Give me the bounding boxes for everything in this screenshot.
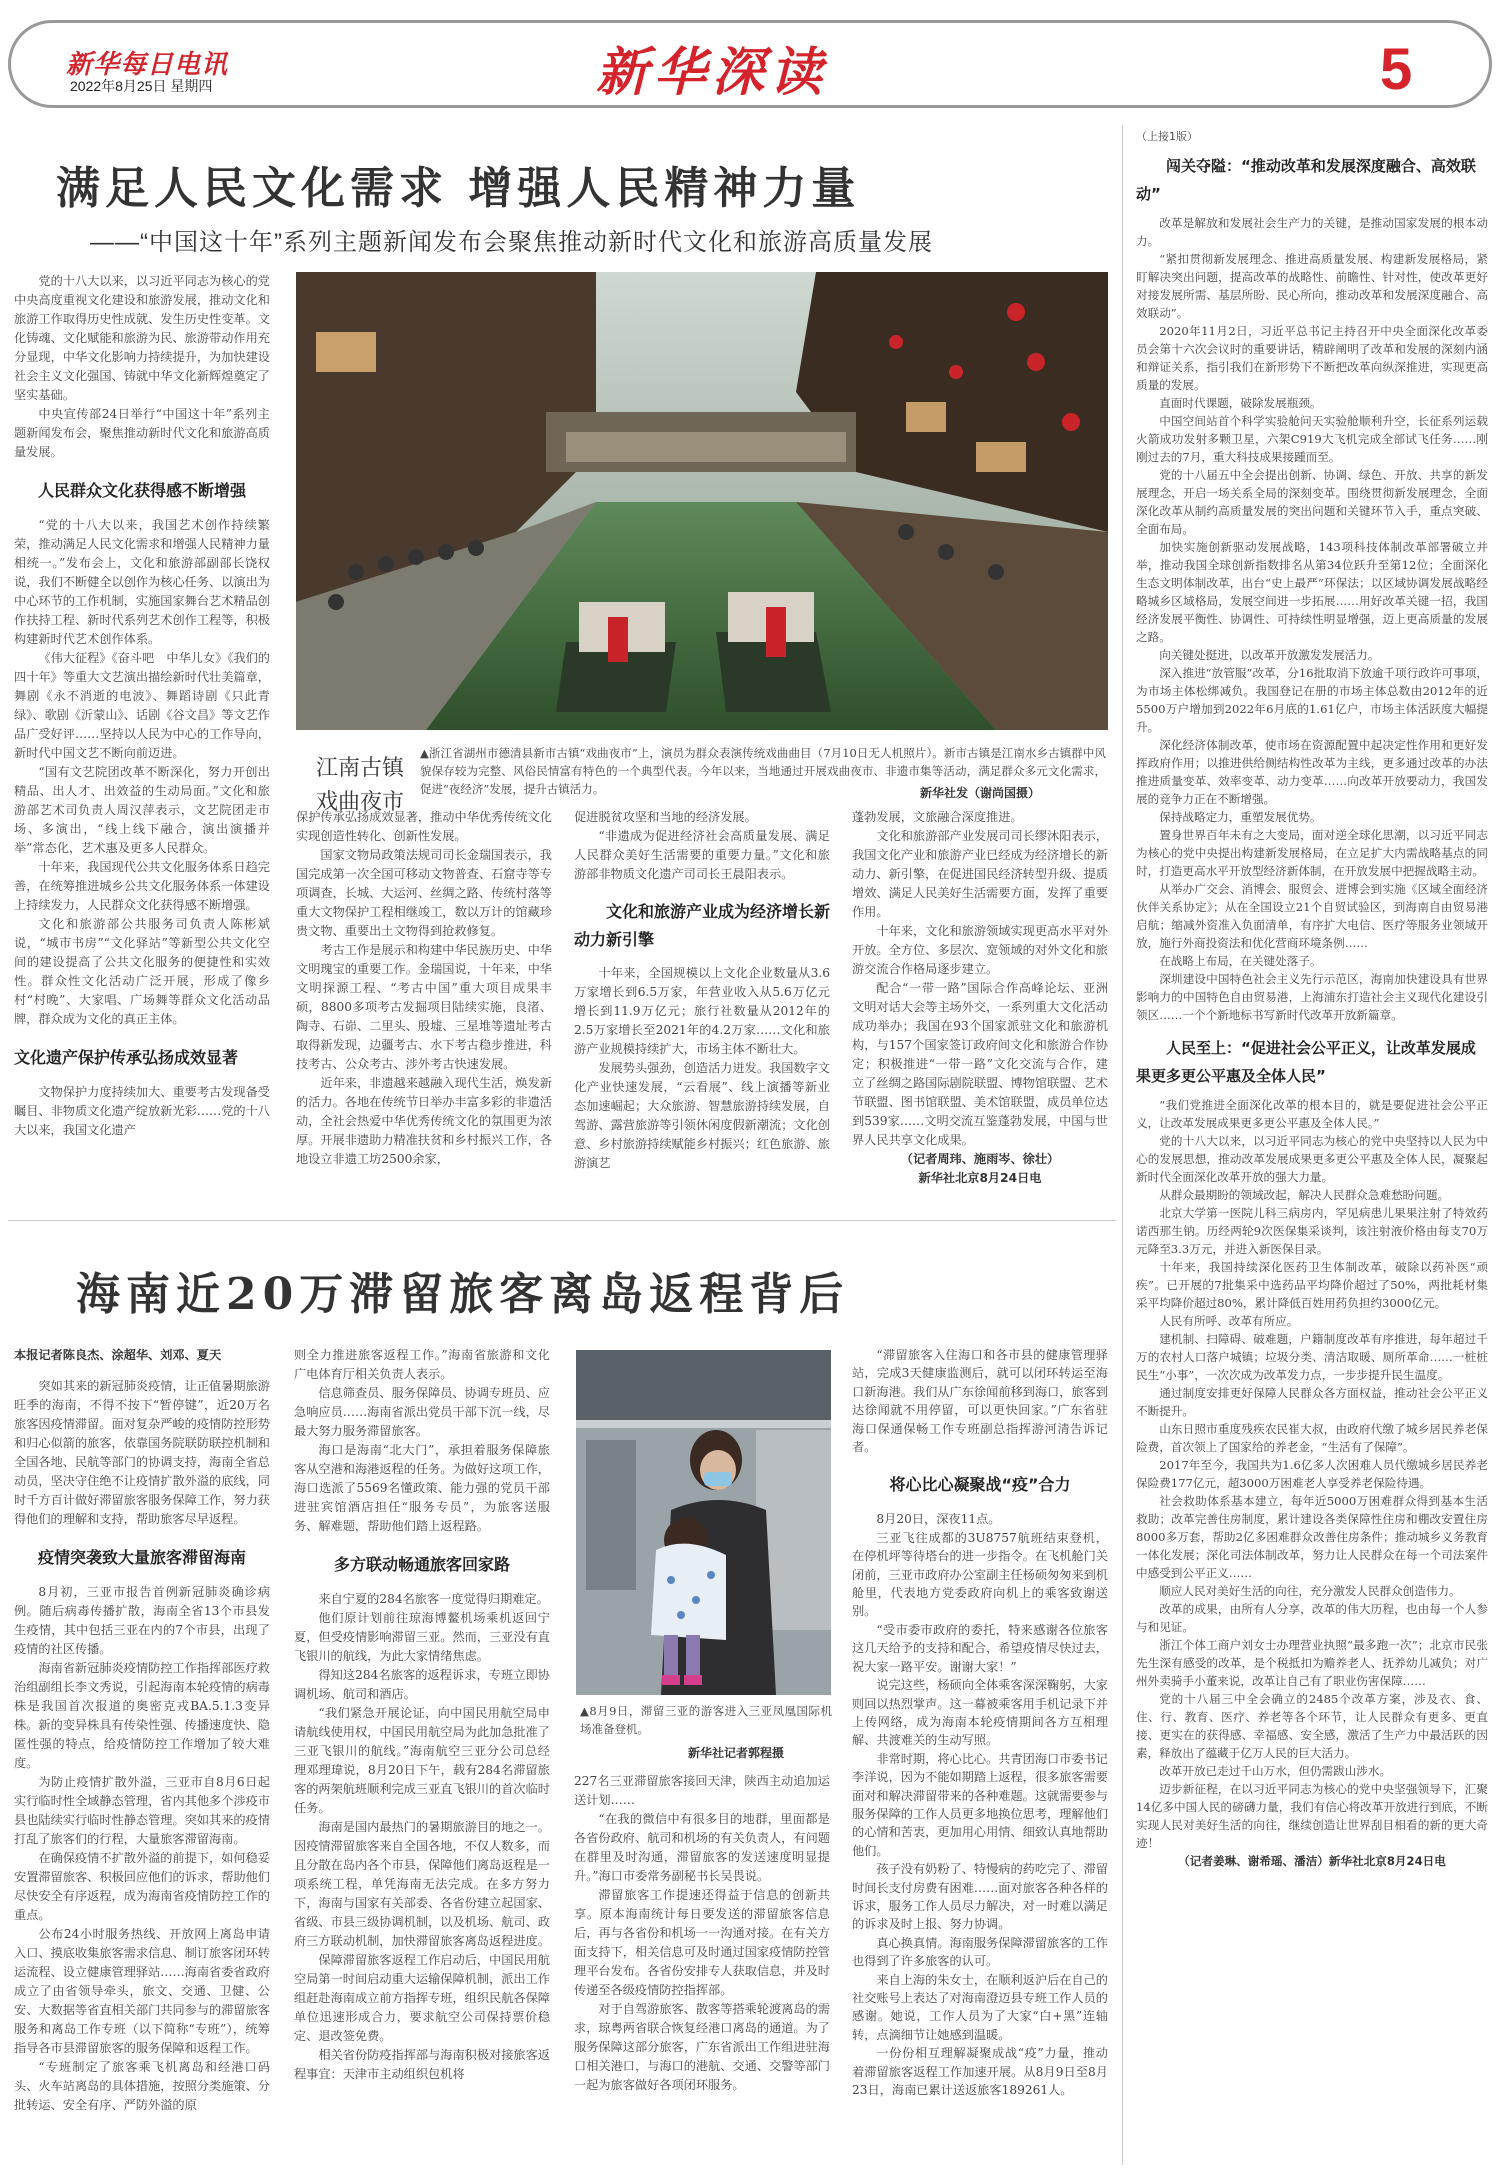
paragraph: 从举办广交会、消博会、服贸会、进博会到实施《区域全面经济伙伴关系协定》；从在全国设立21个自贸试验区，到海南自由贸易港启航；缩减外资准入负面清单，有序扩大电信、医疗等服务业领域开放，施行外商投资法和优化营商环境条例…… xyxy=(1136,882,1488,950)
paragraph: “紧扣贯彻新发展理念、推进高质量发展、构建新发展格局，紧盯解决突出问题，提高改革的战略性、前瞻性、针对性，使改革更好对接发展所需、基层所盼、民心所向，推动改革和发展深度融合、高效联动”。 xyxy=(1136,252,1488,320)
article1-title: 满足人民文化需求 增强人民精神力量 xyxy=(56,163,861,214)
paragraph: 社会救助体系基本建立，每年近5000万困难群众得到基本生活救助；改革完善住房制度，累计建设各类保障性住房和棚改安置住房8000多万套，帮助2亿多困难群众改善住房条件；推动城乡义务教育一体化发展；深化司法体制改革，努力让人民群众在每一个司法案件中感受到公平正义…… xyxy=(1136,1494,1488,1580)
paragraph: 对于自驾游旅客、散客等搭乘轮渡离岛的需求，琼粤两省联合恢复经港口离岛的通道。为了服务保障这部分旅客，广东省派出工作组进驻海口相关港口，与海口的港航、交通、交警等部门一起为旅客做好各项闭环服务。 xyxy=(574,2002,830,2092)
paragraph: 发展势头强劲，创造活力迸发。我国数字文化产业快速发展，“云看展”、线上演播等新业态加速崛起；大众旅游、智慧旅游持续发展，自驾游、露营旅游等引领休闲度假新潮流；文化创意、乡村旅游持续赋能乡村振兴；红色旅游、旅游演艺 xyxy=(574,1061,830,1170)
paragraph: 十年来，我国现代公共文化服务体系日趋完善，在统筹推进城乡公共文化服务体系一体建设上持续发力，人民群众文化获得感不断增强。 xyxy=(14,860,270,912)
photo-title-line: 江南古镇 xyxy=(316,756,405,781)
paragraph: “受市委市政府的委托，特来感谢各位旅客这几天给予的支持和配合，希望疫情尽快过去，祝大家一路平安。谢谢大家！” xyxy=(852,1622,1108,1674)
continued-label: （上接1版） xyxy=(1136,130,1198,143)
paragraph: 从群众最期盼的领域改起，解决人民群众急难愁盼问题。 xyxy=(1159,1188,1450,1202)
paragraph: 海南是国内最热门的暑期旅游目的地之一。因疫情滞留旅客来自全国各地，不仅人数多，而且分散在岛内各个市县，保障他们离岛返程是一项系统工程，单凭海南无法完成。在多方努力下，海南与国家有关部委、各省份建立起国家、省级、市县三级协调机制，以及机场、航司、政府三方联动机制，加快滞留旅客离岛返程进度。 xyxy=(294,1820,550,1948)
paragraph: 深入推进“放管服”改革，分16批取消下放逾千项行政许可事项，为市场主体松绑减负。我国登记在册的市场主体总数由2012年的近5500万户增加到2022年6月底的1.61亿户，市场主体活跃度大幅提升。 xyxy=(1136,666,1488,734)
issue-date: 2022年8月25日 星期四 xyxy=(70,78,213,94)
paragraph: 说完这些，杨硕向全体乘客深深鞠躬，大家则回以热烈掌声。这一幕被乘客用手机记录下并上传网络，成为海南本轮疫情期间各方互相理解、共渡难关的生动写照。 xyxy=(852,1678,1108,1748)
subheading: 疫情突袭致大量旅客滞留海南 xyxy=(37,1548,246,1567)
paragraph: 加快实施创新驱动发展战略，143项科技体制改革部署破立并举，推动我国全球创新指数排名从第34位跃升至第12位；全面深化生态文明体制改革，出台“史上最严”环保法；以区域协调发展战略经略城乡区域格局，发展空间进一步拓展……用好改革关键一招，我国经济发展平衡性、协调性、可持续性明显增强，迈上更高质量的发展之路。 xyxy=(1136,540,1488,644)
paragraph: 滞留旅客工作提速还得益于信息的创新共享。原本海南统计每日要发送的滞留旅客信息后，再与各省份和机场一一沟通对接。在有关方面支持下，相关信息可及时通过国家疫情防控管理平台发布。各省份安排专人获取信息，并及时传递至各级疫情防控指挥部。 xyxy=(574,1888,830,1997)
paragraph: 他们原计划前往琼海博鳌机场乘机返回宁夏，但受疫情影响滞留三亚。然而，三亚没有直飞银川的航线，为此大家情绪焦虑。 xyxy=(294,1611,550,1663)
airport-traveler-image xyxy=(576,1350,831,1695)
paragraph: 保护传承弘扬成效显著，推动中华优秀传统文化实现创造性转化、创新性发展。 xyxy=(296,810,552,843)
paragraph: “非遗成为促进经济社会高质量发展、满足人民群众美好生活需要的重要力量。”文化和旅游部非物质文化遗产司司长王晨阳表示。 xyxy=(574,829,830,881)
subheading: 人民群众文化获得感不断增强 xyxy=(37,481,246,500)
paragraph: 非常时期，将心比心。共青团海口市委书记李洋说，因为不能如期踏上返程，很多旅客需要面对和解决滞留带来的各种难题。这就需要参与服务保障的工作人员更多地换位思考，理解他们的心情和苦衷，更加用心用情、细致认真地帮助他们。 xyxy=(852,1751,1108,1858)
paragraph: 国家文物局政策法规司司长金瑞国表示，我国完成第一次全国可移动文物普查、石窟寺等专项调查，长城、大运河、丝绸之路、传统村落等重大文物保护工程相继竣工，数以万计的馆藏珍贵文物、重要出土文物得到抢救修复。 xyxy=(296,848,552,938)
paragraph: “党的十八大以来，我国艺术创作持续繁荣，推动满足人民文化需求和增强人民精神力量相统一。”发布会上，文化和旅游部副部长饶权说，我们不断健全以创作为核心任务、以演出为中心环节的工作机制，实施国家舞台艺术精品创作扶持工程、新时代系列艺术创作工程等，积极构建新时代艺术创作体系。 xyxy=(14,518,270,646)
paragraph: 改革的成果，由所有人分享，改革的伟大历程，也由每一个人参与和见证。 xyxy=(1136,1602,1488,1634)
subheading: 人民至上：“促进社会公平正义，让改革发展成果更多更公平惠及全体人民” xyxy=(1136,1039,1476,1085)
paragraph: 人民有所呼、改革有所应。 xyxy=(1159,1314,1299,1328)
paragraph: 十年来，我国持续深化医药卫生体制改革，破除以药补医“顽疾”。已开展的7批集采中选药品平均降价超过了50%，两批耗材集采平均降价超过80%，累计降低百姓用药负担约3000亿元。 xyxy=(1136,1260,1488,1310)
paragraph: 《伟大征程》《奋斗吧 中华儿女》《我们的四十年》等重大文艺演出描绘新时代壮美篇章，舞剧《永不消逝的电波》、舞蹈诗剧《只此青绿》、歌剧《沂蒙山》、话剧《谷文昌》等文艺作品广受好评……坚持以人民为中心的工作导向，新时代中国文艺不断向前迈进。 xyxy=(14,651,270,760)
paragraph: 改革开放已走过千山万水，但仍需跋山涉水。 xyxy=(1159,1764,1392,1778)
paragraph: 深圳建设中国特色社会主义先行示范区，海南加快建设具有世界影响力的中国特色自由贸易港，上海浦东打造社会主义现代化建设引领区……一个个新地标书写新时代改革开放新篇章。 xyxy=(1136,972,1488,1022)
article1-subtitle: ——“中国这十年”系列主题新闻发布会聚焦推动新时代文化和旅游高质量发展 xyxy=(90,229,933,256)
paragraph: 8月20日，深夜11点。 xyxy=(876,1512,1001,1527)
paragraph: 浙江个体工商户刘女士办理营业执照“最多跑一次”；北京市民张先生深有感受的改革，是个税抵扣为赡养老人、抚养幼儿减负；对广州外卖骑手小董来说，改革让自己有了职业伤害保障…… xyxy=(1136,1638,1488,1688)
paragraph: 8月初，三亚市报告首例新冠肺炎确诊病例。随后病毒传播扩散，海南全省13个市县发生疫情，其中包括三亚在内的7个市县，出现了疫情的社区传播。 xyxy=(14,1585,270,1656)
sidebar-section-2 xyxy=(1136,1096,1488,1852)
subheading: 文化和旅游产业成为经济增长新动力新引擎 xyxy=(574,902,831,949)
sidebar-article xyxy=(1136,128,1488,1870)
paragraph: 通过制度安排更好保障人民群众各方面权益，推动社会公平正义不断提升。 xyxy=(1136,1386,1488,1418)
paragraph: “国有文艺院团改革不断深化，努力开创出精品、出人才、出效益的生动局面。”文化和旅游部艺术司负责人周汉萍表示，文艺院团走市场、多演出，“线上线下融合，演出演播并举”常态化，艺术惠及更多人民群众。 xyxy=(14,765,270,855)
paragraph: 十年来，文化和旅游领域实现更高水平对外开放。全方位、多层次、宽领域的对外文化和旅游交流合作格局逐步建立。 xyxy=(852,924,1108,976)
paragraph: 三亚飞往成都的3U8757航班结束登机，在停机坪等待塔台的进一步指令。在飞机舱门关闭前，三亚市政府办公室副主任杨硕匆匆来到机舱里，代表地方党委政府向机上的乘客致谢送别。 xyxy=(852,1530,1108,1619)
paragraph: 置身世界百年未有之大变局，面对逆全球化思潮，以习近平同志为核心的党中央提出构建新发展格局，在立足扩大内需战略基点的同时，打造更高水平开放型经济新体制，在开放发展中把握战略主动。 xyxy=(1136,828,1488,878)
subheading: 将心比心凝聚战“疫”合力 xyxy=(889,1475,1071,1495)
paragraph: 在战略上布局，在关键处落子。 xyxy=(1159,954,1322,968)
paragraph: 真心换真情。海南服务保障滞留旅客的工作也得到了许多旅客的认可。 xyxy=(852,1935,1108,1969)
paragraph: 党的十八大以来，以习近平同志为核心的党中央高度重视文化建设和旅游发展，推动文化和旅游工作取得历史性成就、发生历史性变革。文化铸魂、文化赋能和旅游为民、旅游带动作用充分显现，中华文化影响力持续提升，为加快建设社会主义文化强国、铸就中华文化新辉煌奠定了坚实基础。 xyxy=(14,274,270,402)
paragraph: 在确保疫情不扩散外溢的前提下，如何稳妥安置滞留旅客、积极回应他们的诉求，帮助他们尽快安全有序返程，成为海南省疫情防控工作的重点。 xyxy=(14,1851,270,1922)
paragraph: 227名三亚滞留旅客接回天津，陕西主动追加运送计划…… xyxy=(574,1774,830,1807)
paragraph: “滞留旅客入住海口和各市县的健康管理驿站，完成3天健康监测后，就可以闭环转运至海口新海港。我们从广东徐闻前移到海口，旅客到达徐闻就不用停留，可以更快回家。”广东省驻海口保通保畅工作专班副总指挥游河清告诉记者。 xyxy=(852,1348,1108,1455)
section-divider xyxy=(8,1220,1116,1221)
article1-column-1 xyxy=(14,272,270,1140)
article1-photo xyxy=(296,272,1108,730)
paragraph: 来自上海的朱女士，在顺利返沪后在自己的社交账号上表达了对海南澄迈县专班工作人员的感谢。她说，工作人员为了大家“白+黑”连轴转，点滴细节让她感到温暖。 xyxy=(852,1972,1108,2042)
paragraph: 顺应人民对美好生活的向往，充分激发人民群众创造伟力。 xyxy=(1159,1584,1461,1598)
subheading: 文化遗产保护传承弘扬成效显著 xyxy=(14,1048,239,1067)
paragraph: 直面时代课题，破除发展瓶颈。 xyxy=(1159,396,1322,410)
section-title: 新华深读 xyxy=(596,42,829,103)
photo-title-line: 戏曲夜市 xyxy=(316,790,405,815)
paragraph: “在我的微信中有很多目的地群，里面都是各省份政府、航司和机场的有关负责人，有问题在群里及时沟通，滞留旅客的发送速度明显提升。”海口市委常务副秘书长吴畏说。 xyxy=(574,1812,830,1883)
article2-column-2 xyxy=(294,1346,550,2084)
paragraph: 文化和旅游部产业发展司司长缪沐阳表示，我国文化产业和旅游产业已经成为经济增长的新动力、新引擎，在促进国民经济转型升级、提质增效、满足人民美好生活需要方面，发挥了重要作用。 xyxy=(852,829,1108,919)
paragraph: 突如其来的新冠肺炎疫情，让正值暑期旅游旺季的海南，不得不按下“暂停键”，近20万名旅客因疫情滞留。面对复杂严峻的疫情防控形势和归心似箭的旅客，依靠国务院联防联控机制和全国各地、民航等部门的协调支持，海南全省总动员，坚决守住绝不让疫情扩散外溢的底线，同时千方百计做好滞留旅客服务保障工作，努力获得他们的理解和支持，帮助旅客尽早返程。 xyxy=(14,1379,270,1526)
paragraph: 海口是海南“北大门”，承担着服务保障旅客从空港和海港返程的任务。为做好这项工作，海口选派了5569名懂政策、能力强的党员干部进驻宾馆酒店担任“服务专员”，为旅客送服务、解难题，帮助他们踏上返程路。 xyxy=(294,1443,550,1533)
paragraph: 2020年11月2日，习近平总书记主持召开中央全面深化改革委员会第十六次会议时的重要讲话，精辟阐明了改革和发展的深刻内涵和辩证关系，指引我们在新形势下不断把改革向纵深推进，实现更高质量的发展。 xyxy=(1136,324,1488,392)
subheading: 闯关夺隘：“推动改革和发展深度融合、高效联动” xyxy=(1136,157,1476,203)
article2-title: 海南近20万滞留旅客离岛返程背后 xyxy=(76,1269,850,1320)
dateline: 新华社北京8月24日电 xyxy=(918,1171,1042,1185)
paragraph: 保持战略定力，重塑发展优势。 xyxy=(1159,810,1322,824)
reporters: （记者周玮、施雨岑、徐壮） xyxy=(900,1152,1060,1166)
paragraph: 考古工作是展示和构建中华民族历史、中华文明瑰宝的重要工作。金瑞国说，十年来，中华文明探源工程、“考古中国”重大项目成果丰硕，8800多项考古发掘项目陆续实施，良渚、陶寺、石峁、二里头、殷墟、三星堆等遗址考古取得新发现，边疆考古、水下考古稳步推进，科技考古、公众考古、涉外考古快速发展。 xyxy=(296,943,552,1071)
paragraph: 信息筛查员、服务保障员、协调专班员、应急响应员……海南省派出党员干部下沉一线，尽最大努力服务滞留旅客。 xyxy=(294,1386,550,1438)
article1-column-4 xyxy=(852,808,1108,1188)
paragraph: 得知这284名旅客的返程诉求，专班立即协调机场、航司和酒店。 xyxy=(294,1668,550,1701)
paragraph: 文化和旅游部公共服务司负责人陈彬斌说，“城市书房”“文化驿站”等新型公共文化空间的建设提高了公共文化服务的便捷性和实效性。群众性文化活动广泛开展，形成了像乡村“村晚”、大家唱、广场舞等群众文化活动品牌，群众成为文化的真正主体。 xyxy=(14,917,270,1026)
paragraph: 促进脱贫攻坚和当地的经济发展。 xyxy=(574,810,757,824)
paragraph: 山东日照市重度残疾农民崔大叔，由政府代缴了城乡居民养老保险费，首次领上了国家给的养老金，“生活有了保障”。 xyxy=(1136,1422,1488,1454)
column-divider xyxy=(1122,125,1123,2165)
paragraph: “专班制定了旅客乘飞机离岛和经港口码头、火车站离岛的具体措施，按照分类施策、分批转运、安全有序、严防外溢的原 xyxy=(14,2060,270,2112)
page-number: 5 xyxy=(1380,37,1413,102)
author-byline: 本报记者陈良杰、涂超华、刘邓、夏天 xyxy=(14,1348,222,1362)
photo-caption: ▲8月9日，滞留三亚的游客进入三亚凤凰国际机场准备登机。 xyxy=(580,1704,832,1736)
paragraph: 海南省新冠肺炎疫情防控工作指挥部医疗救治组副组长李文秀说，引起海南本轮疫情的病毒株是我国首次报道的奥密克戎BA.5.1.3变异株。新的变异株具有传染性强、传播速度快、隐匿性强的特点，给疫情防控工作增加了较大难度。 xyxy=(14,1661,270,1770)
paragraph: 党的十八届三中全会确立的2485个改革方案，涉及衣、食、住、行、教育、医疗、养老等各个环节，让人民群众有更多、更直接、更实在的获得感、幸福感、安全感，激活了生产力中最活跃的因素，释放出了蕴藏于亿万人民的巨大活力。 xyxy=(1136,1692,1488,1760)
photo-caption: ▲浙江省湖州市德清县新市古镇“戏曲夜市”上，演员为群众表演传统戏曲曲目（7月10日无人机照片）。新市古镇是江南水乡古镇群中风貌保存较为完整、风俗民情富有特色的一个典型代表。今年以来，当地通过开展戏曲夜市、非遗市集等活动，满足群众多元文化需求，促进“夜经济”发展，提升古镇活力。 xyxy=(420,746,1106,796)
paragraph: 配合“一带一路”国际合作高峰论坛、亚洲文明对话大会等主场外交，一系列重大文化活动成功举办；我国在93个国家派驻文化和旅游机构，与157个国家签订政府间文化和旅游合作协定；积极推进“一带一路”文化交流与合作，建立了丝绸之路国际剧院联盟、博物馆联盟、艺术节联盟、图书馆联盟、美术馆联盟，成员单位达到539家……文明交流互鉴蓬勃发展，中国与世界人民共享文化成果。 xyxy=(852,981,1108,1147)
paragraph: 2017年至今，我国共为1.6亿多人次困难人员代缴城乡居民养老保险费177亿元，超3000万困难老人享受养老保险待遇。 xyxy=(1136,1458,1488,1490)
canal-night-market-image xyxy=(296,272,1108,730)
paragraph: 中国空间站首个科学实验舱问天实验舱顺利升空，长征系列运载火箭成功发射多颗卫星，六架C919大飞机完成全部试飞任务……刚刚过去的7月，重大科技成果接踵而至。 xyxy=(1136,414,1488,464)
article2-column-3 xyxy=(574,1772,830,2095)
photo-credit: 新华社记者郭程摄 xyxy=(688,1746,785,1760)
paragraph: 孩子没有奶粉了、特慢病的药吃完了、滞留时间长支付房费有困难……面对旅客各种各样的诉求，服务工作人员尽力解决，对一时难以满足的诉求及时上报、努力协调。 xyxy=(852,1862,1108,1932)
paragraph: 来自宁夏的284名旅客一度觉得归期难定。 xyxy=(318,1592,549,1606)
paragraph: 改革是解放和发展社会生产力的关键，是推动国家发展的根本动力。 xyxy=(1136,216,1488,248)
paragraph: 建机制、扫障碍、破难题，户籍制度改革有序推进，每年超过千万的农村人口落户城镇；垃圾分类、清洁取暖、厕所革命……一桩桩民生“小事”，一次次成为改革发力点，一步步提升民生温度。 xyxy=(1136,1332,1488,1382)
paragraph: 为防止疫情扩散外溢，三亚市自8月6日起实行临时性全域静态管理，省内其他多个涉疫市县也陆续实行临时性静态管理。突如其来的疫情打乱了旅客们的行程，大量旅客滞留海南。 xyxy=(14,1775,270,1846)
paragraph: 文物保护力度持续加大、重要考古发现备受瞩目、非物质文化遗产绽放新光彩……党的十八大以来，我国文化遗产 xyxy=(14,1085,270,1137)
paragraph: 近年来，非遗越来越融入现代生活，焕发新的活力。各地在传统节日举办丰富多彩的非遗活动，全社会热爱中华优秀传统文化的氛围更为浓厚。开展非遗助力精准扶贫和乡村振兴工作，各地设立非遗工坊2500余家， xyxy=(296,1076,552,1166)
article2-column-1 xyxy=(14,1346,270,2115)
article2-column-4 xyxy=(852,1346,1108,2099)
paragraph: 一份份相互理解凝聚成战“疫”力量，推动着滞留旅客返程工作加速开展。从8月9日至8月23日，海南已累计送返旅客189261人。 xyxy=(852,2046,1108,2098)
paragraph: 则全力推进旅客返程工作。”海南省旅游和文化广电体育厅相关负责人表示。 xyxy=(294,1348,550,1381)
article1-column-3 xyxy=(574,808,830,1173)
paragraph: 党的十八届五中全会提出创新、协调、绿色、开放、共享的新发展理念，开启一场关系全局的深刻变革。围绕贯彻新发展理念，全面深化改革从制约高质量发展的突出问题和关键环节入手，重点突破、全面布局。 xyxy=(1136,468,1488,536)
paragraph: “我们党推进全面深化改革的根本目的，就是要促进社会公平正义，让改革发展成果更多更公平惠及全体人民。” xyxy=(1136,1098,1488,1130)
paragraph: 十年来，全国规模以上文化企业数量从3.6万家增长到6.5万家，年营业收入从5.6万亿元增长到11.9万亿元；旅行社数量从2012年的2.5万家增长至2021年的4.2万家……文化和旅游产业规模持续扩大，市场主体不断壮大。 xyxy=(574,966,830,1056)
paragraph: 保障滞留旅客返程工作启动后，中国民用航空局第一时间启动重大运输保障机制，派出工作组赶赴海南成立前方指挥专班，组织民航各保障单位迅速形成合力，要求航空公司保持票价稳定、退改签免费。 xyxy=(294,1953,550,2043)
article2-photo xyxy=(576,1350,831,1695)
dateline: （记者姜琳、谢希瑶、潘洁）新华社北京8月24日电 xyxy=(1178,1854,1446,1868)
photo-credit: 新华社发（谢尚国摄） xyxy=(920,786,1041,800)
subheading: 多方联动畅通旅客回家路 xyxy=(333,1555,510,1574)
paragraph: 党的十八大以来，以习近平同志为核心的党中央坚持以人民为中心的发展思想，推动改革发展成果更多更公平惠及全体人民，凝聚起新时代全面深化改革开放的强大力量。 xyxy=(1136,1134,1488,1184)
paragraph: 迈步新征程，在以习近平同志为核心的党中央坚强领导下，汇聚14亿多中国人民的磅礴力量，我们有信心将改革开放进行到底，不断实现人民对美好生活的向往，继续创造让世界刮目相看的新的更大奇迹！ xyxy=(1136,1782,1488,1850)
paragraph: 深化经济体制改革，使市场在资源配置中起决定性作用和更好发挥政府作用；以推进供给侧结构性改革为主线，更多通过改革的办法推进质量变革、效率变革、动力变革……向改革开放要动力，我国发展的竞争力正在不断增强。 xyxy=(1136,738,1488,806)
article1-column-2 xyxy=(296,808,552,1169)
paragraph: 蓬勃发展，文旅融合深度推进。 xyxy=(852,810,1023,824)
sidebar-section-1 xyxy=(1136,214,1488,1024)
paragraph: 北京大学第一医院儿科三病房内，罕见病患儿果果注射了特效药诺西那生钠。历经两轮9次医保集采谈判，该注射液价格由每支70万元降至3.3万元，并进入新医保目录。 xyxy=(1136,1206,1488,1256)
paragraph: 向关键处挺进，以改革开放激发发展活力。 xyxy=(1159,648,1380,662)
newspaper-brand: 新华每日电讯 xyxy=(66,50,229,80)
paragraph: 相关省份防疫指挥部与海南积极对接旅客返程事宜：天津市主动组织包机将 xyxy=(294,2048,550,2081)
paragraph: 公布24小时服务热线、开放网上离岛申请入口、摸底收集旅客需求信息、制订旅客闭环转运流程、设立健康管理驿站……海南省委省政府成立了由省领导牵头，旅文、交通、卫健、公安、大数据等省直相关部门共同参与的滞留旅客服务和离岛工作专班（以下简称“专班”），统筹指导各市县滞留旅客的服务保障和返程工作。 xyxy=(14,1927,270,2055)
paragraph: 中央宣传部24日举行“中国这十年”系列主题新闻发布会，聚焦推动新时代文化和旅游高质量发展。 xyxy=(14,407,270,459)
paragraph: “我们紧急开展论证，向中国民用航空局申请航线使用权，中国民用航空局为此加急批准了三亚飞银川的航线。”海南航空三亚分公司总经理邓理瑋说，8月20日下午，载有284名滞留旅客的两架航班顺利完成三亚直飞银川的首次临时任务。 xyxy=(294,1706,550,1815)
